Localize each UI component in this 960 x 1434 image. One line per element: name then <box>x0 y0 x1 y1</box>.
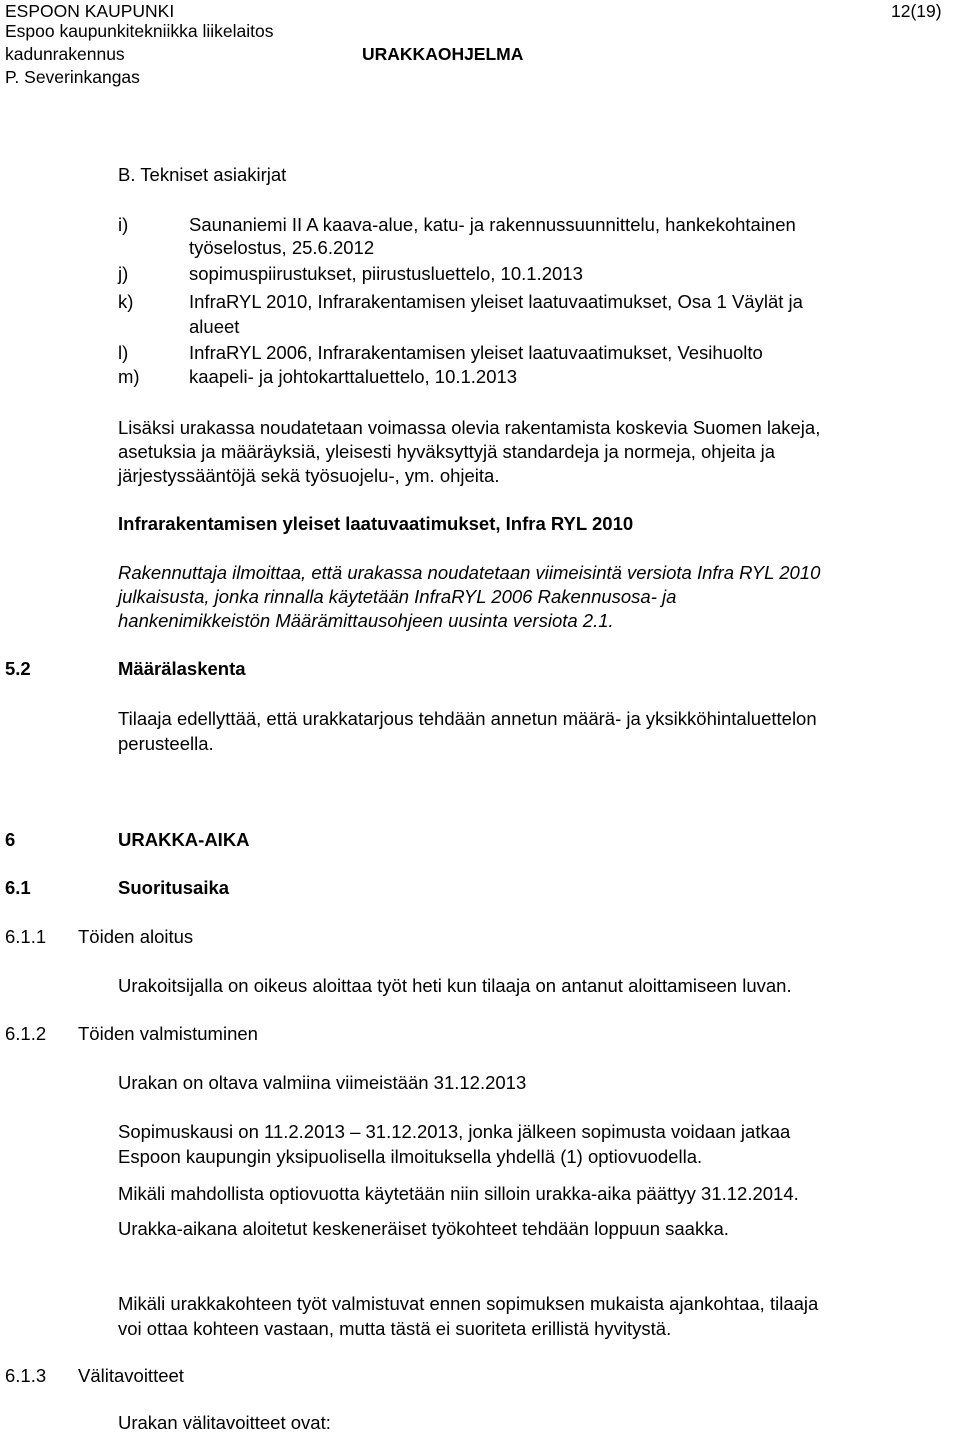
list-item-label: l) <box>118 342 129 363</box>
paragraph-line: Lisäksi urakassa noudatetaan voimassa olevia rakentamista koskevia Suomen lakeja, <box>118 417 821 438</box>
paragraph-line: perusteella. <box>118 733 214 754</box>
infra-ryl-heading: Infrarakentamisen yleiset laatuvaatimukset, Infra RYL 2010 <box>118 513 634 534</box>
section-6-1-3-title: Välitavoitteet <box>78 1365 184 1386</box>
paragraph-line: julkaisusta, jonka rinnalla käytetään InfraRYL 2006 Rakennusosa- ja <box>118 586 677 607</box>
paragraph-line: Urakan on oltava valmiina viimeistään 31.12.2013 <box>118 1072 527 1093</box>
list-item-label: j) <box>118 263 129 284</box>
paragraph-line: Mikäli urakkakohteen työt valmistuvat ennen sopimuksen mukaista ajankohtaa, tilaaja <box>118 1293 819 1314</box>
list-item-text: sopimuspiirustukset, piirustusluettelo, 10.1.2013 <box>189 263 583 284</box>
list-item-label: i) <box>118 214 129 235</box>
list-item-text: InfraRYL 2010, Infrarakentamisen yleiset laatuvaatimukset, Osa 1 Väylät ja <box>189 291 803 312</box>
header-dept: kadunrakennus <box>5 44 125 64</box>
list-item-text: kaapeli- ja johtokarttaluettelo, 10.1.2013 <box>189 366 518 387</box>
paragraph-line: Tilaaja edellyttää, että urakkatarjous tehdään annetun määrä- ja yksikköhintaluettelon <box>118 708 817 729</box>
paragraph-line: Sopimuskausi on 11.2.2013 – 31.12.2013, jonka jälkeen sopimusta voidaan jatkaa <box>118 1121 791 1142</box>
header-doc-title: URAKKAOHJELMA <box>362 44 524 64</box>
section-6-1-title: Suoritusaika <box>118 877 230 898</box>
section-5-2-title: Määrälaskenta <box>118 658 246 679</box>
paragraph-line: Espoon kaupungin yksipuolisella ilmoituksella yhdellä (1) optiovuodella. <box>118 1146 703 1167</box>
section-6-1-1-title: Töiden aloitus <box>78 926 194 947</box>
section-6-1-number: 6.1 <box>5 877 31 898</box>
paragraph-line: järjestyssääntöjä sekä työsuojelu-, ym. ohjeita. <box>118 465 500 486</box>
paragraph-line: Rakennuttaja ilmoittaa, että urakassa noudatetaan viimeisintä versiota Infra RYL 2010 <box>118 562 821 583</box>
paragraph-line: Urakan välitavoitteet ovat: <box>118 1412 331 1433</box>
paragraph-line: hankenimikkeistön Määrämittausohjeen uusinta versiota 2.1. <box>118 610 614 631</box>
section-6-1-2-title: Töiden valmistuminen <box>78 1023 258 1044</box>
section-5-2-number: 5.2 <box>5 658 31 679</box>
section-6-1-3-number: 6.1.3 <box>5 1365 47 1386</box>
header-unit: Espoo kaupunkitekniikka liikelaitos <box>5 21 274 41</box>
paragraph-line: asetuksia ja määräyksiä, yleisesti hyväksyttyjä standardeja ja normeja, ohjeita ja <box>118 441 776 462</box>
list-item-text: InfraRYL 2006, Infrarakentamisen yleiset laatuvaatimukset, Vesihuolto <box>189 342 763 363</box>
list-item-label: k) <box>118 291 134 312</box>
paragraph-line: Urakoitsijalla on oikeus aloittaa työt heti kun tilaaja on antanut aloittamiseen luvan. <box>118 975 792 996</box>
section-6-1-1-number: 6.1.1 <box>5 926 47 947</box>
section-6-number: 6 <box>5 829 16 850</box>
header-page-number: 12(19) <box>891 1 942 21</box>
section-6-title: URAKKA-AIKA <box>118 829 250 850</box>
section-b-heading: B. Tekniset asiakirjat <box>118 164 287 185</box>
paragraph-line: Mikäli mahdollista optiovuotta käytetään niin silloin urakka-aika päättyy 31.12.2014. <box>118 1183 799 1204</box>
paragraph-line: Urakka-aikana aloitetut keskeneräiset työkohteet tehdään loppuun saakka. <box>118 1218 729 1239</box>
paragraph-line: voi ottaa kohteen vastaan, mutta tästä ei suoriteta erillistä hyvitystä. <box>118 1318 672 1339</box>
list-item-label: m) <box>118 366 140 387</box>
section-6-1-2-number: 6.1.2 <box>5 1023 47 1044</box>
header-author: P. Severinkangas <box>5 67 140 87</box>
header-org: ESPOON KAUPUNKI <box>5 1 175 21</box>
list-item-text: työselostus, 25.6.2012 <box>189 237 375 258</box>
list-item-text: Saunaniemi II A kaava-alue, katu- ja rakennussuunnittelu, hankekohtainen <box>189 214 796 235</box>
list-item-text: alueet <box>189 316 240 337</box>
